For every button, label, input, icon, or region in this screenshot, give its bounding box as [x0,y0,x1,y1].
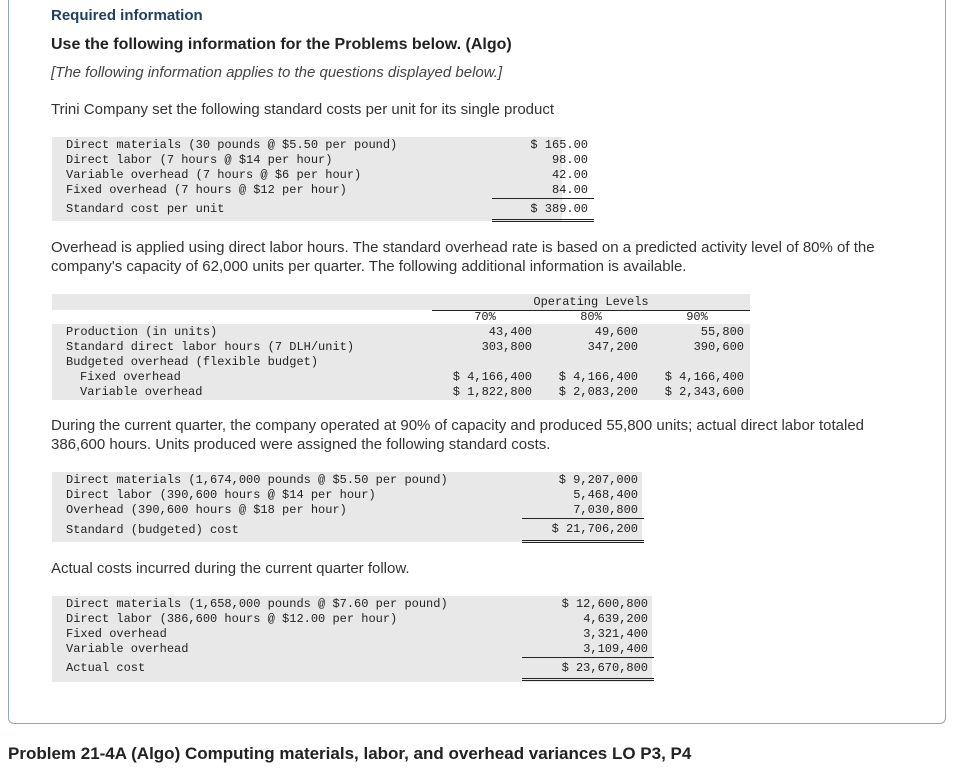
current-quarter-paragraph: During the current quarter, the company operated at 90% of capacity and produced 55,800 units; actual direct labor totaled 386,600 hours. Units produced were assigned the following standard costs. [51,417,865,453]
required-info-heading: Required information [51,7,203,24]
dlh-row [60,340,750,355]
operating-levels-table [60,310,750,400]
cell: $ 2,343,600 [664,385,744,399]
total-row [60,519,644,542]
row-value: $ 12,600,800 [561,597,648,611]
row-value: 84.00 [492,183,594,199]
cell: $ 4,166,400 [664,370,744,384]
cell: 347,200 [587,340,638,354]
row-value: 3,321,400 [583,627,648,641]
problem-title: Problem 21-4A (Algo) Computing materials, labor, and overhead variances LO P3, P4 [8,744,692,763]
row-label: Fixed overhead (7 hours @ $12 per hour) [66,183,347,198]
table-row [60,642,654,658]
row-label: Variable overhead (7 hours @ $6 per hour) [66,168,362,182]
total-row [60,658,654,680]
cell: $ 2,083,200 [558,385,638,399]
total-label: Standard cost per unit [66,202,225,216]
row-value: $ 9,207,000 [558,473,638,487]
row-value: 3,109,400 [522,642,654,658]
variable-overhead-row [60,385,750,400]
row-label: Standard direct labor hours (7 DLH/unit) [66,340,355,354]
row-label: Production (in units) [66,325,218,339]
table-row [60,473,644,488]
level-80: 80% [580,310,602,324]
row-value: 4,639,200 [583,612,648,626]
actual-cost-table [60,597,654,681]
production-row [60,325,750,340]
row-label: Direct labor (7 hours @ $14 per hour) [66,153,333,167]
cell: 390,600 [693,340,744,354]
total-label: Actual cost [66,661,146,675]
row-label: Budgeted overhead (flexible budget) [66,355,319,369]
total-row [60,199,594,221]
actual-costs-intro: Actual costs incurred during the current quarter follow. [51,560,410,577]
applies-note: [The following information applies to the questions displayed below.] [51,64,503,81]
table-row [60,597,654,612]
table-row [60,488,644,503]
level-90: 90% [686,310,708,324]
total-label: Standard (budgeted) cost [66,522,239,537]
row-label: Overhead (390,600 hours @ $18 per hour) [66,503,347,518]
fixed-overhead-row [60,370,750,385]
table-row [60,153,594,168]
row-label: Variable overhead [66,642,189,657]
row-label: Direct materials (30 pounds @ $5.50 per pound) [66,138,398,152]
table-row [60,138,594,153]
row-value: 5,468,400 [573,488,638,502]
assigned-standard-cost-table [60,473,644,543]
overhead-paragraph: Overhead is applied using direct labor hours. The standard overhead rate is based on a predicted activity level of 80% of the company's capacity of 62,000 units per quarter. The following additional information is available. [51,239,875,275]
cell: $ 1,822,800 [452,385,532,399]
row-label: Direct labor (390,600 hours @ $14 per hour) [66,488,376,502]
row-label: Direct labor (386,600 hours @ $12.00 per hour) [66,612,398,626]
row-value: 98.00 [551,153,588,167]
level-70: 70% [474,310,496,324]
table-row [60,612,654,627]
total-value: $ 389.00 [492,199,594,221]
intro-text: Trini Company set the following standard costs per unit for its single product [51,101,555,118]
row-value: 7,030,800 [522,503,644,519]
row-value: $ 165.00 [530,138,588,152]
table-row [60,503,644,519]
row-label: Direct materials (1,674,000 pounds @ $5.50 per pound) [66,473,448,487]
cell: 303,800 [481,340,532,354]
cell: $ 4,166,400 [558,370,638,384]
table-row [60,168,594,183]
row-label: Fixed overhead [66,627,167,641]
standard-cost-table [60,138,594,222]
levels-row [60,310,750,325]
use-info-heading: Use the following information for the Problems below. (Algo) [51,36,512,53]
cell: $ 4,166,400 [452,370,532,384]
budget-row [60,355,750,370]
cell: 43,400 [488,325,532,339]
operating-levels-header: Operating Levels [533,295,649,309]
row-label: Fixed overhead [80,370,181,384]
row-label: Variable overhead [80,385,203,399]
cell: 49,600 [594,325,638,339]
total-value: $ 21,706,200 [522,519,644,542]
cell: 55,800 [700,325,744,339]
row-label: Direct materials (1,658,000 pounds @ $7.60 per pound) [66,597,448,611]
table-row [60,183,594,199]
row-value: 42.00 [551,168,588,182]
table-row [60,627,654,642]
total-value: $ 23,670,800 [522,658,654,680]
